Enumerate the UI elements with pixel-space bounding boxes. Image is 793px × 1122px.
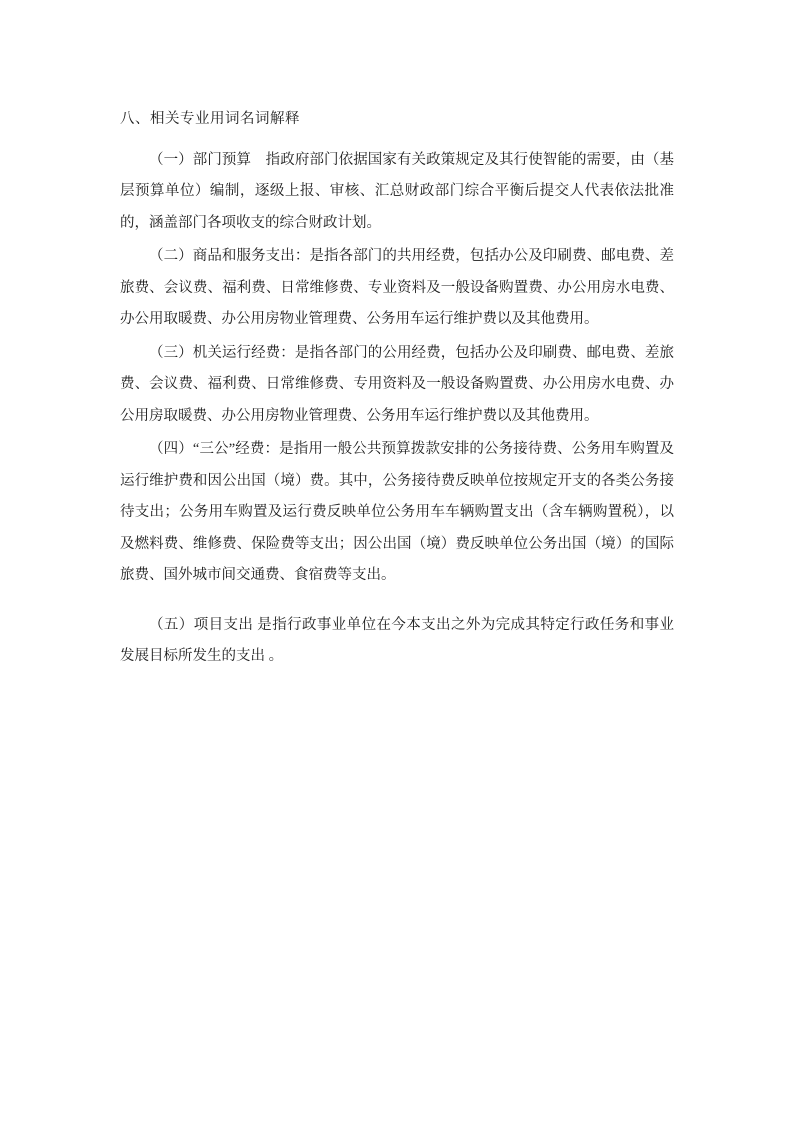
doc-paragraph-three-public-funds: （四）“三公”经费：是指用一般公共预算拨款安排的公务接待费、公务用车购置及运行维护费和因公出国（境）费。其中，公务接待费反映单位按规定开支的各类公务接待支出；公务用车购置及运行费反映单位公务用车车辆购置支出（含车辆购置税），以及燃料费、维修费、保险费等支出；因公出国（境）费反映单位公务出国（境）的国际旅费、国外城市间交通费、食宿费等支出。 xyxy=(120,441,674,583)
doc-paragraph-department-budget: （一）部门预算 指政府部门依据国家有关政策规定及其行使智能的需要，由（基层预算单位）编制，逐级上报、审核、汇总财政部门综合平衡后提交人代表依法批准的，涵盖部门各项收支的综合财政计划。 xyxy=(120,151,674,231)
doc-paragraph-project-expenditure: （五）项目支出 是指行政事业单位在今本支出之外为完成其特定行政任务和事业发展目标所发生的支出 。 xyxy=(120,616,674,664)
doc-paragraph-goods-services-expenditure: （二）商品和服务支出：是指各部门的共用经费，包括办公及印刷费、邮电费、差旅费、会议费、福利费、日常维修费、专业资料及一般设备购置费、办公用房水电费、办公用取暖费、办公用房物业管理费、公务用车运行维护费以及其他费用。 xyxy=(120,248,674,327)
section-heading: 八、相关专业用词名词解释 xyxy=(120,111,300,127)
doc-paragraph-agency-operating-funds: （三）机关运行经费：是指各部门的公用经费，包括办公及印刷费、邮电费、差旅费、会议费、福利费、日常维修费、专用资料及一般设备购置费、办公用房水电费、办公用房取暖费、办公用房物业管理费、公务用车运行维护费以及其他费用。 xyxy=(120,344,674,424)
document-content xyxy=(120,104,674,675)
